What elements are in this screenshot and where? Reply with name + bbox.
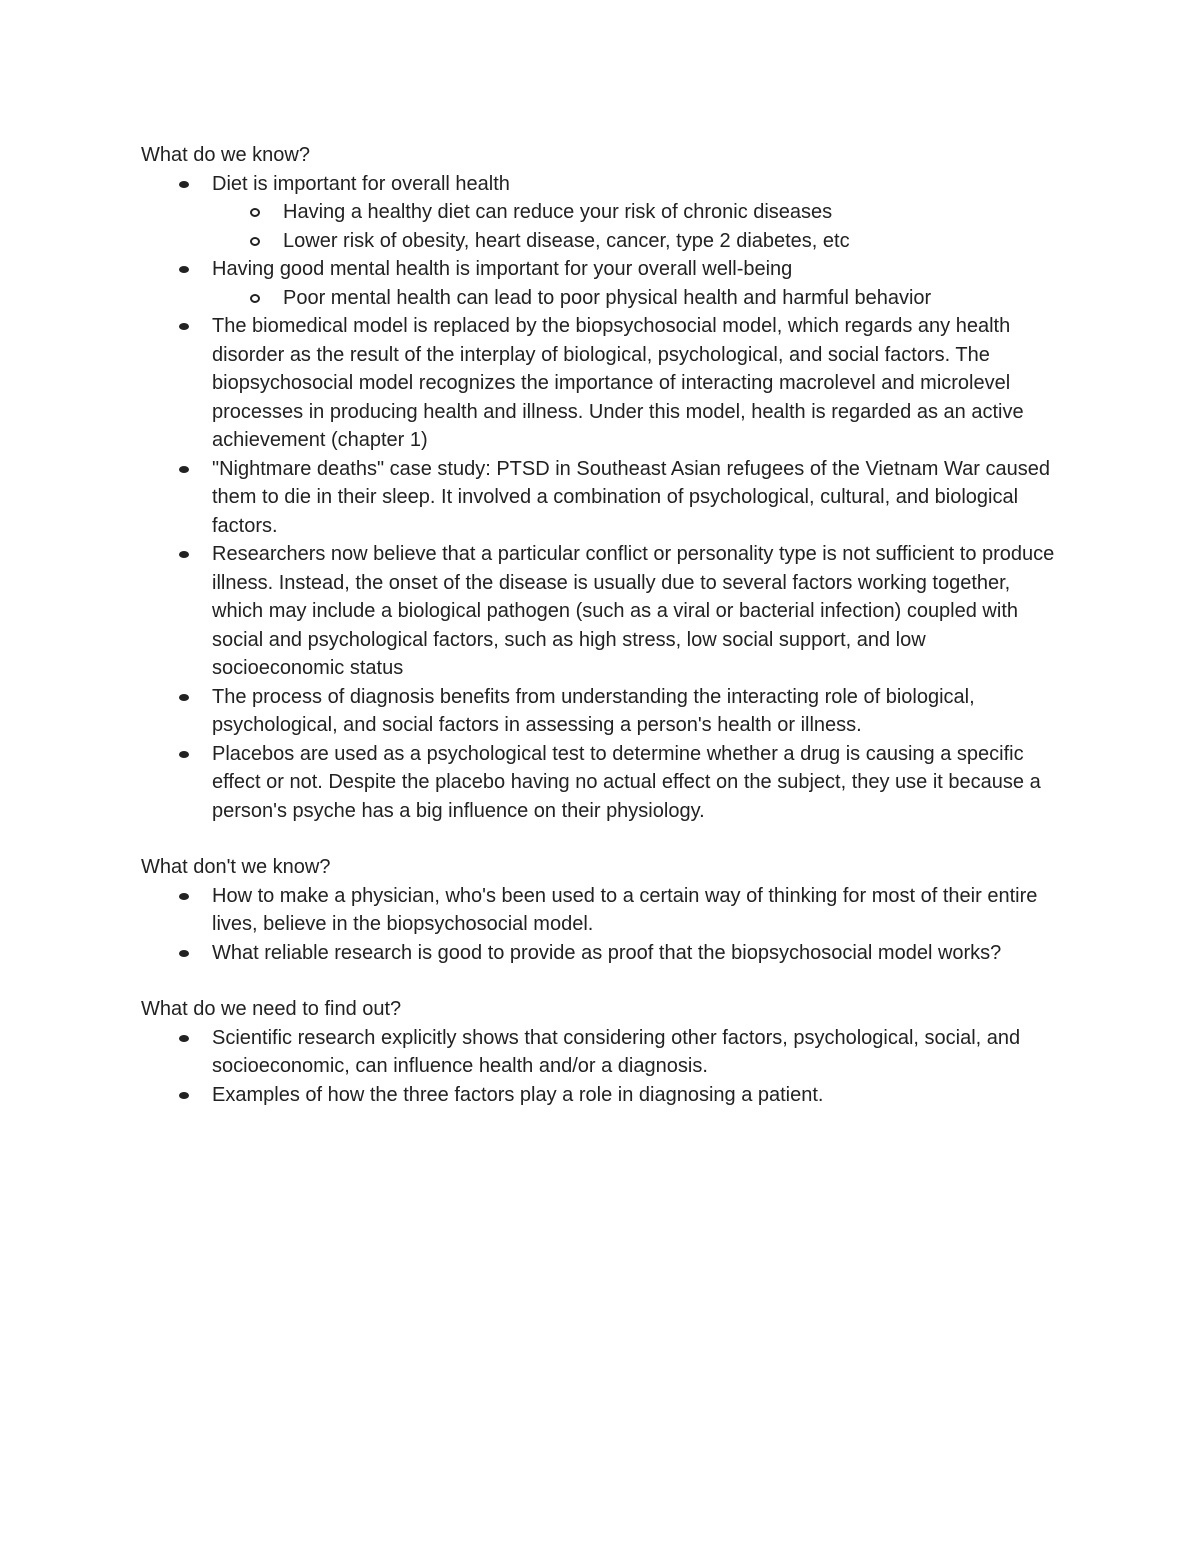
bullet-icon bbox=[179, 751, 189, 758]
list-item-text: Placebos are used as a psychological test to determine whether a drug is causing a specific effect or not. Despite the placebo having no actual effect on the subject, they use it because a person's psyche has a big influence on their physiology. bbox=[212, 742, 1041, 822]
list-item bbox=[141, 740, 1061, 826]
list-item bbox=[141, 1081, 1061, 1110]
section-heading: What do we know? bbox=[141, 144, 310, 166]
section-heading: What don't we know? bbox=[141, 856, 331, 878]
bullet-icon bbox=[179, 694, 189, 701]
list-item-text: Researchers now believe that a particular conflict or personality type is not sufficient to produce illness. Instead, the onset of the disease is usually due to several factors working together, which may include a biological pathogen (such as a viral or bacterial infection) coupled with social and psychological factors, such as high stress, low social support, and low socioeconomic status bbox=[212, 543, 1055, 679]
sub-bullet-list bbox=[212, 284, 1061, 313]
list-item bbox=[141, 882, 1061, 939]
bullet-list bbox=[141, 1024, 1061, 1110]
list-item-text: Having good mental health is important for your overall well-being bbox=[212, 258, 793, 280]
bullet-icon bbox=[179, 266, 189, 273]
list-item bbox=[141, 455, 1061, 541]
bullet-icon bbox=[179, 466, 189, 473]
list-item-text: How to make a physician, who's been used to a certain way of thinking for most of their entire lives, believe in the biopsychosocial model. bbox=[212, 884, 1038, 935]
list-item bbox=[141, 312, 1061, 455]
document-page bbox=[141, 141, 1061, 1137]
sub-list-item bbox=[212, 284, 1061, 313]
list-item bbox=[141, 255, 1061, 312]
section-heading: What do we need to find out? bbox=[141, 998, 402, 1020]
sub-bullet-list bbox=[212, 198, 1061, 255]
bullet-list bbox=[141, 882, 1061, 968]
bullet-icon bbox=[179, 551, 189, 558]
section-what-we-dont-know bbox=[141, 853, 1061, 967]
bullet-icon bbox=[179, 1035, 189, 1042]
section-what-we-need-to-find-out bbox=[141, 995, 1061, 1109]
sub-list-item-text: Poor mental health can lead to poor physical health and harmful behavior bbox=[283, 286, 932, 309]
bullet-icon bbox=[179, 950, 189, 957]
sub-list-item-text: Lower risk of obesity, heart disease, cancer, type 2 diabetes, etc bbox=[283, 229, 850, 252]
sub-list-item-text: Having a healthy diet can reduce your risk of chronic diseases bbox=[283, 201, 833, 223]
list-item-text: "Nightmare deaths" case study: PTSD in Southeast Asian refugees of the Vietnam War caused them to die in their sleep. It involved a combination of psychological, cultural, and biological factors. bbox=[212, 457, 1050, 537]
sub-list-item bbox=[212, 198, 1061, 227]
list-item bbox=[141, 939, 1061, 968]
sub-bullet-icon bbox=[250, 237, 260, 246]
list-item-text: The process of diagnosis benefits from understanding the interacting role of biological, psychological, and social factors in assessing a person's health or illness. bbox=[212, 685, 975, 736]
bullet-icon bbox=[179, 1092, 189, 1099]
list-item bbox=[141, 683, 1061, 740]
section-what-we-know bbox=[141, 141, 1061, 825]
list-item-text: The biomedical model is replaced by the biopsychosocial model, which regards any health disorder as the result of the interplay of biological, psychological, and social factors. The biopsychosocial model recognizes the importance of interacting macrolevel and microlevel processes in producing health and illness. Under this model, health is regarded as an active achievement (chapter 1) bbox=[212, 315, 1024, 451]
list-item-text: Scientific research explicitly shows that considering other factors, psychological, social, and socioeconomic, can influence health and/or a diagnosis. bbox=[212, 1026, 1021, 1077]
bullet-icon bbox=[179, 893, 189, 900]
bullet-icon bbox=[179, 323, 189, 330]
list-item-text: What reliable research is good to provide as proof that the biopsychosocial model works? bbox=[212, 941, 1002, 964]
bullet-list bbox=[141, 170, 1061, 826]
list-item-text: Diet is important for overall health bbox=[212, 172, 510, 195]
list-item-text: Examples of how the three factors play a role in diagnosing a patient. bbox=[212, 1083, 824, 1106]
sub-list-item bbox=[212, 227, 1061, 256]
bullet-icon bbox=[179, 181, 189, 188]
sub-bullet-icon bbox=[250, 208, 260, 217]
list-item bbox=[141, 540, 1061, 683]
sub-bullet-icon bbox=[250, 294, 260, 303]
list-item bbox=[141, 170, 1061, 256]
list-item bbox=[141, 1024, 1061, 1081]
